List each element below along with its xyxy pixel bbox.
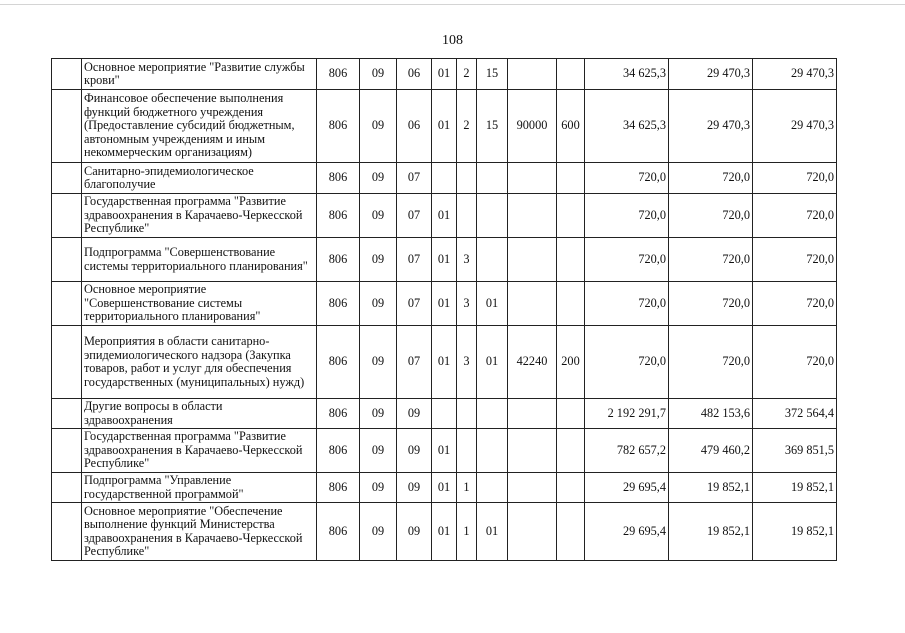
section-code-cell: 09	[360, 282, 397, 326]
amount-year1-cell: 720,0	[585, 282, 669, 326]
table-row	[52, 399, 837, 429]
direction-code-cell	[508, 503, 557, 561]
expense-type-cell	[557, 282, 585, 326]
subsection-code-cell: 07	[397, 194, 432, 238]
item-name-cell: Основное мероприятие "Обеспечение выполнение функций Министерства здравоохранения в Карачаево-Черкесской Республике"	[82, 503, 317, 561]
amount-year2-cell: 19 852,1	[669, 473, 753, 503]
expense-type-cell	[557, 399, 585, 429]
program-code-cell: 01	[432, 503, 457, 561]
event-code-cell	[477, 473, 508, 503]
table-row	[52, 238, 837, 282]
item-name-cell: Государственная программа "Развитие здравоохранения в Карачаево-Черкесской Республике"	[82, 429, 317, 473]
subprogram-code-cell	[457, 429, 477, 473]
amount-year3-cell: 369 851,5	[753, 429, 837, 473]
event-code-cell: 15	[477, 90, 508, 163]
scan-edge-line	[0, 4, 905, 5]
amount-year2-cell: 720,0	[669, 238, 753, 282]
row-marker-cell	[52, 59, 82, 90]
event-code-cell	[477, 429, 508, 473]
amount-year1-cell: 720,0	[585, 238, 669, 282]
row-marker-cell	[52, 326, 82, 399]
program-code-cell: 01	[432, 59, 457, 90]
expense-type-cell: 600	[557, 90, 585, 163]
program-code-cell: 01	[432, 326, 457, 399]
row-marker-cell	[52, 399, 82, 429]
subsection-code-cell: 09	[397, 503, 432, 561]
direction-code-cell	[508, 194, 557, 238]
section-code-cell: 09	[360, 429, 397, 473]
amount-year3-cell: 29 470,3	[753, 59, 837, 90]
ved-code-cell: 806	[317, 429, 360, 473]
subsection-code-cell: 07	[397, 238, 432, 282]
row-marker-cell	[52, 282, 82, 326]
direction-code-cell	[508, 399, 557, 429]
section-code-cell: 09	[360, 473, 397, 503]
table-row	[52, 194, 837, 238]
section-code-cell: 09	[360, 503, 397, 561]
amount-year2-cell: 720,0	[669, 326, 753, 399]
subsection-code-cell: 06	[397, 90, 432, 163]
event-code-cell	[477, 194, 508, 238]
amount-year2-cell: 720,0	[669, 194, 753, 238]
program-code-cell: 01	[432, 194, 457, 238]
amount-year1-cell: 2 192 291,7	[585, 399, 669, 429]
row-marker-cell	[52, 429, 82, 473]
amount-year1-cell: 782 657,2	[585, 429, 669, 473]
item-name-cell: Основное мероприятие "Развитие службы крови"	[82, 59, 317, 90]
item-name-cell: Государственная программа "Развитие здравоохранения в Карачаево-Черкесской Республике"	[82, 194, 317, 238]
table-row	[52, 429, 837, 473]
subsection-code-cell: 07	[397, 282, 432, 326]
program-code-cell	[432, 399, 457, 429]
amount-year1-cell: 34 625,3	[585, 59, 669, 90]
section-code-cell: 09	[360, 90, 397, 163]
subprogram-code-cell: 3	[457, 326, 477, 399]
item-name-cell: Финансовое обеспечение выполнения функций бюджетного учреждения (Предоставление субсидий бюджетным, автономным учреждениям и иным некоммерческим организациям)	[82, 90, 317, 163]
budget-table-body	[52, 59, 837, 561]
section-code-cell: 09	[360, 194, 397, 238]
program-code-cell: 01	[432, 473, 457, 503]
amount-year3-cell: 720,0	[753, 238, 837, 282]
program-code-cell: 01	[432, 429, 457, 473]
ved-code-cell: 806	[317, 238, 360, 282]
subsection-code-cell: 06	[397, 59, 432, 90]
amount-year2-cell: 720,0	[669, 282, 753, 326]
amount-year3-cell: 29 470,3	[753, 90, 837, 163]
event-code-cell: 15	[477, 59, 508, 90]
program-code-cell: 01	[432, 238, 457, 282]
amount-year3-cell: 720,0	[753, 326, 837, 399]
ved-code-cell: 806	[317, 282, 360, 326]
subprogram-code-cell: 3	[457, 282, 477, 326]
amount-year3-cell: 19 852,1	[753, 503, 837, 561]
row-marker-cell	[52, 238, 82, 282]
table-row	[52, 90, 837, 163]
subprogram-code-cell: 3	[457, 238, 477, 282]
amount-year3-cell: 720,0	[753, 163, 837, 194]
expense-type-cell	[557, 59, 585, 90]
subprogram-code-cell: 1	[457, 473, 477, 503]
amount-year2-cell: 29 470,3	[669, 59, 753, 90]
amount-year2-cell: 479 460,2	[669, 429, 753, 473]
ved-code-cell: 806	[317, 59, 360, 90]
row-marker-cell	[52, 194, 82, 238]
item-name-cell: Основное мероприятие "Совершенствование системы территориального планирования"	[82, 282, 317, 326]
direction-code-cell	[508, 59, 557, 90]
program-code-cell	[432, 163, 457, 194]
subsection-code-cell: 07	[397, 163, 432, 194]
row-marker-cell	[52, 473, 82, 503]
item-name-cell: Подпрограмма "Совершенствование системы территориального планирования"	[82, 238, 317, 282]
event-code-cell: 01	[477, 282, 508, 326]
event-code-cell: 01	[477, 503, 508, 561]
section-code-cell: 09	[360, 399, 397, 429]
ved-code-cell: 806	[317, 326, 360, 399]
page-number: 108	[442, 33, 463, 48]
ved-code-cell: 806	[317, 473, 360, 503]
expense-type-cell	[557, 473, 585, 503]
subsection-code-cell: 09	[397, 473, 432, 503]
section-code-cell: 09	[360, 238, 397, 282]
ved-code-cell: 806	[317, 399, 360, 429]
program-code-cell: 01	[432, 90, 457, 163]
table-row	[52, 282, 837, 326]
amount-year1-cell: 34 625,3	[585, 90, 669, 163]
item-name-cell: Мероприятия в области санитарно-эпидемиологического надзора (Закупка товаров, работ и услуг для обеспечения государственных (муниципальных) нужд)	[82, 326, 317, 399]
amount-year3-cell: 720,0	[753, 194, 837, 238]
amount-year3-cell: 19 852,1	[753, 473, 837, 503]
direction-code-cell	[508, 163, 557, 194]
amount-year1-cell: 720,0	[585, 326, 669, 399]
event-code-cell	[477, 238, 508, 282]
section-code-cell: 09	[360, 163, 397, 194]
amount-year1-cell: 29 695,4	[585, 473, 669, 503]
subsection-code-cell: 09	[397, 399, 432, 429]
subprogram-code-cell: 2	[457, 59, 477, 90]
item-name-cell: Другие вопросы в области здравоохранения	[82, 399, 317, 429]
amount-year1-cell: 29 695,4	[585, 503, 669, 561]
direction-code-cell: 90000	[508, 90, 557, 163]
amount-year2-cell: 720,0	[669, 163, 753, 194]
subprogram-code-cell	[457, 399, 477, 429]
subprogram-code-cell: 2	[457, 90, 477, 163]
ved-code-cell: 806	[317, 194, 360, 238]
expense-type-cell	[557, 163, 585, 194]
amount-year2-cell: 29 470,3	[669, 90, 753, 163]
table-row	[52, 326, 837, 399]
subprogram-code-cell	[457, 163, 477, 194]
expense-type-cell	[557, 238, 585, 282]
section-code-cell: 09	[360, 59, 397, 90]
expense-type-cell	[557, 194, 585, 238]
expense-type-cell	[557, 429, 585, 473]
amount-year3-cell: 372 564,4	[753, 399, 837, 429]
direction-code-cell	[508, 238, 557, 282]
direction-code-cell	[508, 473, 557, 503]
row-marker-cell	[52, 90, 82, 163]
amount-year2-cell: 482 153,6	[669, 399, 753, 429]
direction-code-cell: 42240	[508, 326, 557, 399]
subsection-code-cell: 09	[397, 429, 432, 473]
table-row	[52, 473, 837, 503]
table-row	[52, 59, 837, 90]
budget-table	[51, 58, 837, 561]
item-name-cell: Санитарно-эпидемиологическое благополучие	[82, 163, 317, 194]
item-name-cell: Подпрограмма "Управление государственной программой"	[82, 473, 317, 503]
subprogram-code-cell	[457, 194, 477, 238]
amount-year2-cell: 19 852,1	[669, 503, 753, 561]
subsection-code-cell: 07	[397, 326, 432, 399]
expense-type-cell	[557, 503, 585, 561]
event-code-cell: 01	[477, 326, 508, 399]
amount-year3-cell: 720,0	[753, 282, 837, 326]
table-row	[52, 163, 837, 194]
event-code-cell	[477, 163, 508, 194]
table-row	[52, 503, 837, 561]
subprogram-code-cell: 1	[457, 503, 477, 561]
ved-code-cell: 806	[317, 90, 360, 163]
row-marker-cell	[52, 163, 82, 194]
expense-type-cell: 200	[557, 326, 585, 399]
row-marker-cell	[52, 503, 82, 561]
amount-year1-cell: 720,0	[585, 163, 669, 194]
ved-code-cell: 806	[317, 163, 360, 194]
direction-code-cell	[508, 429, 557, 473]
amount-year1-cell: 720,0	[585, 194, 669, 238]
event-code-cell	[477, 399, 508, 429]
ved-code-cell: 806	[317, 503, 360, 561]
section-code-cell: 09	[360, 326, 397, 399]
program-code-cell: 01	[432, 282, 457, 326]
direction-code-cell	[508, 282, 557, 326]
